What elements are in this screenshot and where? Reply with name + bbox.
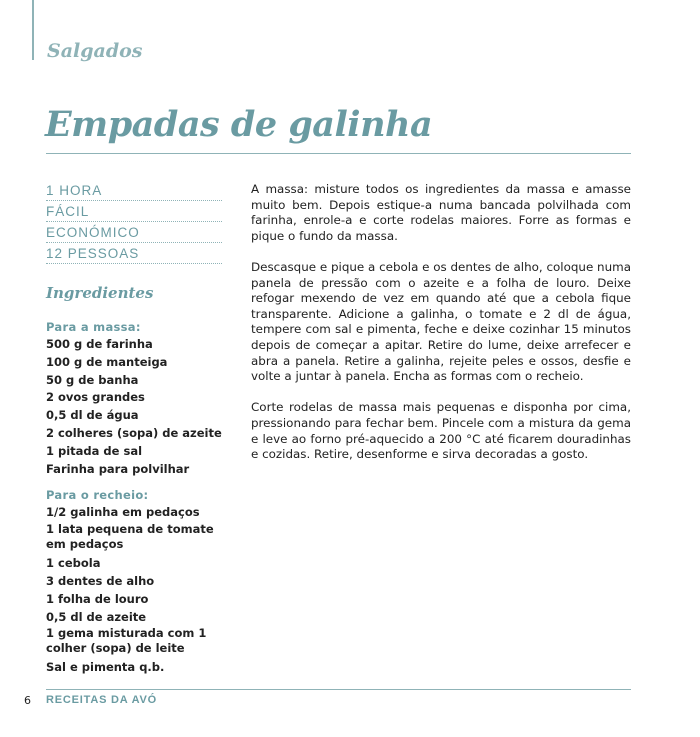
instructions xyxy=(251,182,631,478)
ingredient-item: 100 g de manteiga xyxy=(46,354,168,369)
ingredient-item: 0,5 dl de água xyxy=(46,408,139,423)
ingredient-item: 500 g de farinha xyxy=(46,337,153,351)
ingredient-item: 1 cebola xyxy=(46,556,101,571)
meta-time: 1 HORA xyxy=(46,181,222,201)
ingredient-item: Sal e pimenta q.b. xyxy=(46,660,165,675)
ingredient-item: 2 ovos grandes xyxy=(46,390,145,405)
ingredient-item: 2 colheres (sopa) de azeite xyxy=(46,425,222,440)
ingredients-heading: Ingredientes xyxy=(46,284,154,302)
ingredient-item: 1 gema misturada com 1 colher (sopa) de leite xyxy=(46,626,207,656)
group-heading: Para a massa: xyxy=(46,320,141,334)
instruction-paragraph: Descasque e pique a cebola e os dentes de alho, coloque numa panela de pressão com o azeite e a folha de louro. Deixe refogar mexendo de vez em quando até que a cebola fique transparente. Adicione a galinha, o tomate e 2 dl de água, tempere com sal e pimenta, feche e deixe cozinhar 15 minutos depois de começar a apitar. Retire do lume, deixe arrefecer e abra a panela. Retire a galinha, rejeite peles e ossos, desfie e volte a juntar à panela. Encha as formas com o recheio. xyxy=(251,259,631,384)
ingredient-group-filling xyxy=(46,487,236,677)
ingredient-item: 50 g de banha xyxy=(46,372,139,387)
footer-divider xyxy=(46,689,631,690)
ingredient-item: Farinha para polvilhar xyxy=(46,461,190,476)
recipe-title: Empadas de galinha xyxy=(45,104,433,145)
group-heading: Para o recheio: xyxy=(46,488,149,503)
page-number: 6 xyxy=(24,694,31,707)
section-accent-bar xyxy=(32,0,34,60)
ingredient-item: 1 pitada de sal xyxy=(46,443,143,458)
recipe-meta xyxy=(46,181,222,265)
section-label: Salgados xyxy=(47,40,143,62)
instruction-paragraph: Corte rodelas de massa mais pequenas e disponha por cima, pressionando para fechar bem. Pincele com a mistura da gema e leve ao forno pré-aquecido a 200 °C até ficarem douradinhas e cozidas. Retire, desenforme e sirva decoradas a gosto. xyxy=(251,400,631,462)
title-divider xyxy=(46,153,631,154)
ingredient-item: 1 folha de louro xyxy=(46,591,149,606)
meta-cost: ECONÓMICO xyxy=(46,223,222,243)
ingredient-item: 1/2 galinha em pedaços xyxy=(46,505,200,520)
book-title: RECEITAS DA AVÓ xyxy=(46,694,158,706)
ingredient-item: 0,5 dl de azeite xyxy=(46,609,147,624)
ingredients-list xyxy=(46,319,236,686)
meta-difficulty: FÁCIL xyxy=(46,202,222,222)
instruction-paragraph: A massa: misture todos os ingredientes da massa e amasse muito bem. Depois estique-a numa bancada polvilhada com farinha, enrole-a e corte rodelas maiores. Forre as formas e pique o fundo da massa. xyxy=(251,182,631,243)
ingredient-item: 3 dentes de alho xyxy=(46,573,155,588)
ingredient-item: 1 lata pequena de tomate em pedaços xyxy=(46,522,214,552)
meta-servings: 12 PESSOAS xyxy=(46,244,222,264)
ingredient-group-dough xyxy=(46,319,236,478)
